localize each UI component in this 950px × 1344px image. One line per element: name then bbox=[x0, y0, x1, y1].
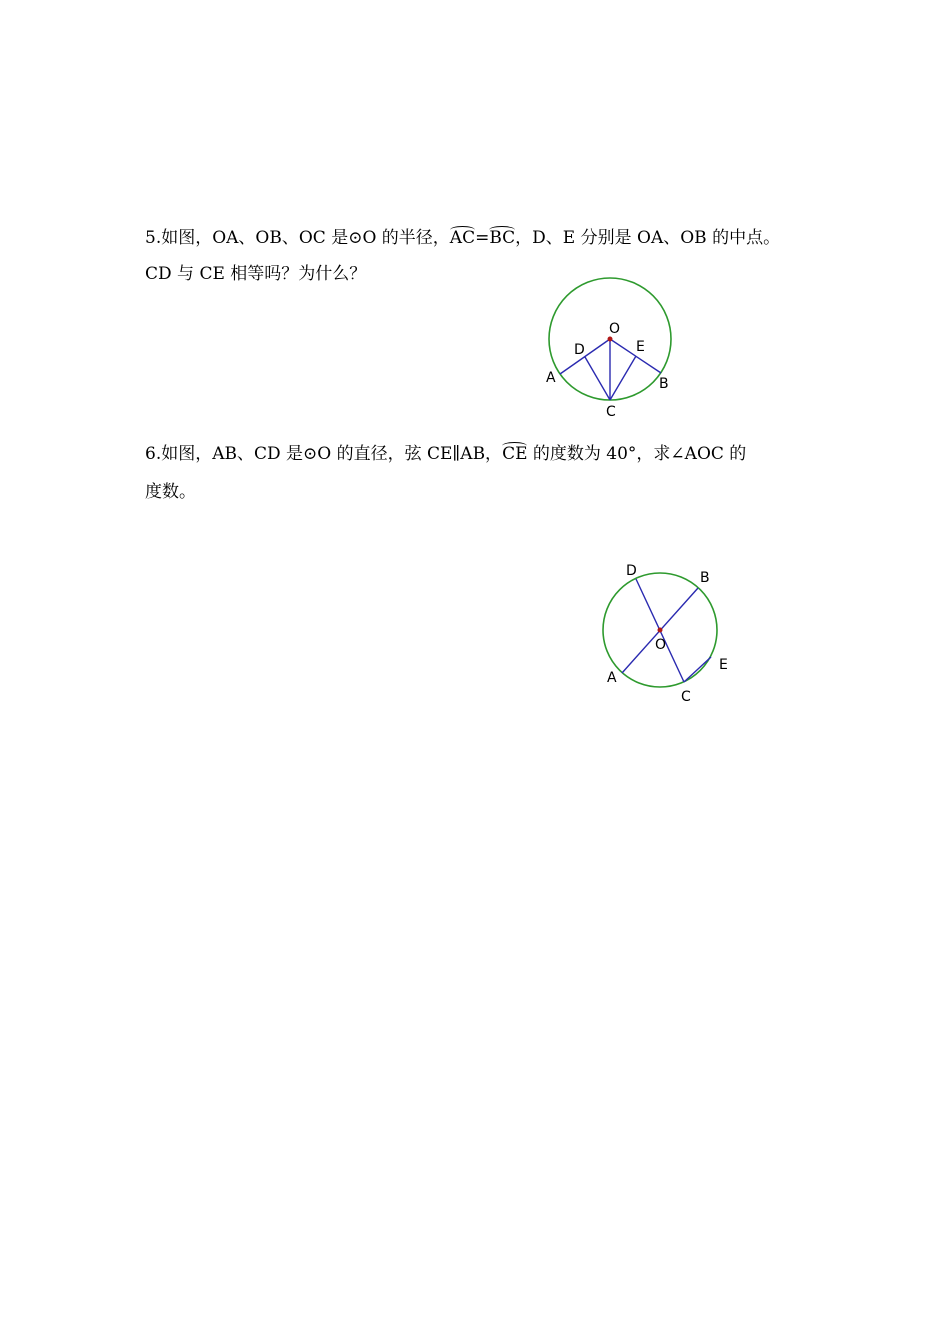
chord-ce bbox=[684, 657, 711, 682]
problem-5-line-1 bbox=[145, 228, 780, 248]
segment-cd bbox=[585, 357, 610, 400]
equals-sign: = bbox=[475, 228, 490, 248]
problem-5-line-2: CD 与 CE 相等吗？为什么？ bbox=[145, 264, 367, 284]
center-point-o bbox=[608, 337, 613, 342]
problem-6-line-1 bbox=[145, 444, 746, 464]
label-b: B bbox=[700, 570, 710, 586]
center-point-o bbox=[658, 628, 663, 633]
label-d: D bbox=[626, 563, 637, 579]
label-e: E bbox=[636, 339, 645, 355]
problem-6-text-post: 的度数为 40°，求∠AOC 的 bbox=[527, 444, 747, 464]
label-a: A bbox=[607, 670, 617, 686]
problem-6-figure bbox=[595, 555, 740, 705]
arc-bc: BC bbox=[489, 228, 516, 248]
label-o: O bbox=[609, 321, 621, 337]
problem-5-text-post: ，D、E 分别是 OA、OB 的中点。 bbox=[515, 228, 781, 248]
problem-5-figure bbox=[535, 270, 685, 425]
segment-ce bbox=[610, 356, 636, 400]
label-o: O bbox=[655, 637, 667, 653]
problem-5-text-pre: 5.如图，OA、OB、OC 是⊙O 的半径， bbox=[145, 228, 450, 248]
problem-6-line-2: 度数。 bbox=[145, 482, 196, 502]
label-e: E bbox=[719, 657, 728, 673]
problem-6-text-pre: 6.如图，AB、CD 是⊙O 的直径，弦 CE∥AB， bbox=[145, 444, 503, 464]
label-b: B bbox=[659, 376, 669, 392]
segment-oa bbox=[560, 339, 610, 374]
label-c: C bbox=[606, 404, 616, 420]
arc-ce: CE bbox=[502, 444, 528, 464]
label-a: A bbox=[546, 370, 556, 386]
label-c: C bbox=[681, 689, 691, 705]
label-d: D bbox=[574, 342, 585, 358]
arc-ac: AC bbox=[449, 228, 476, 248]
